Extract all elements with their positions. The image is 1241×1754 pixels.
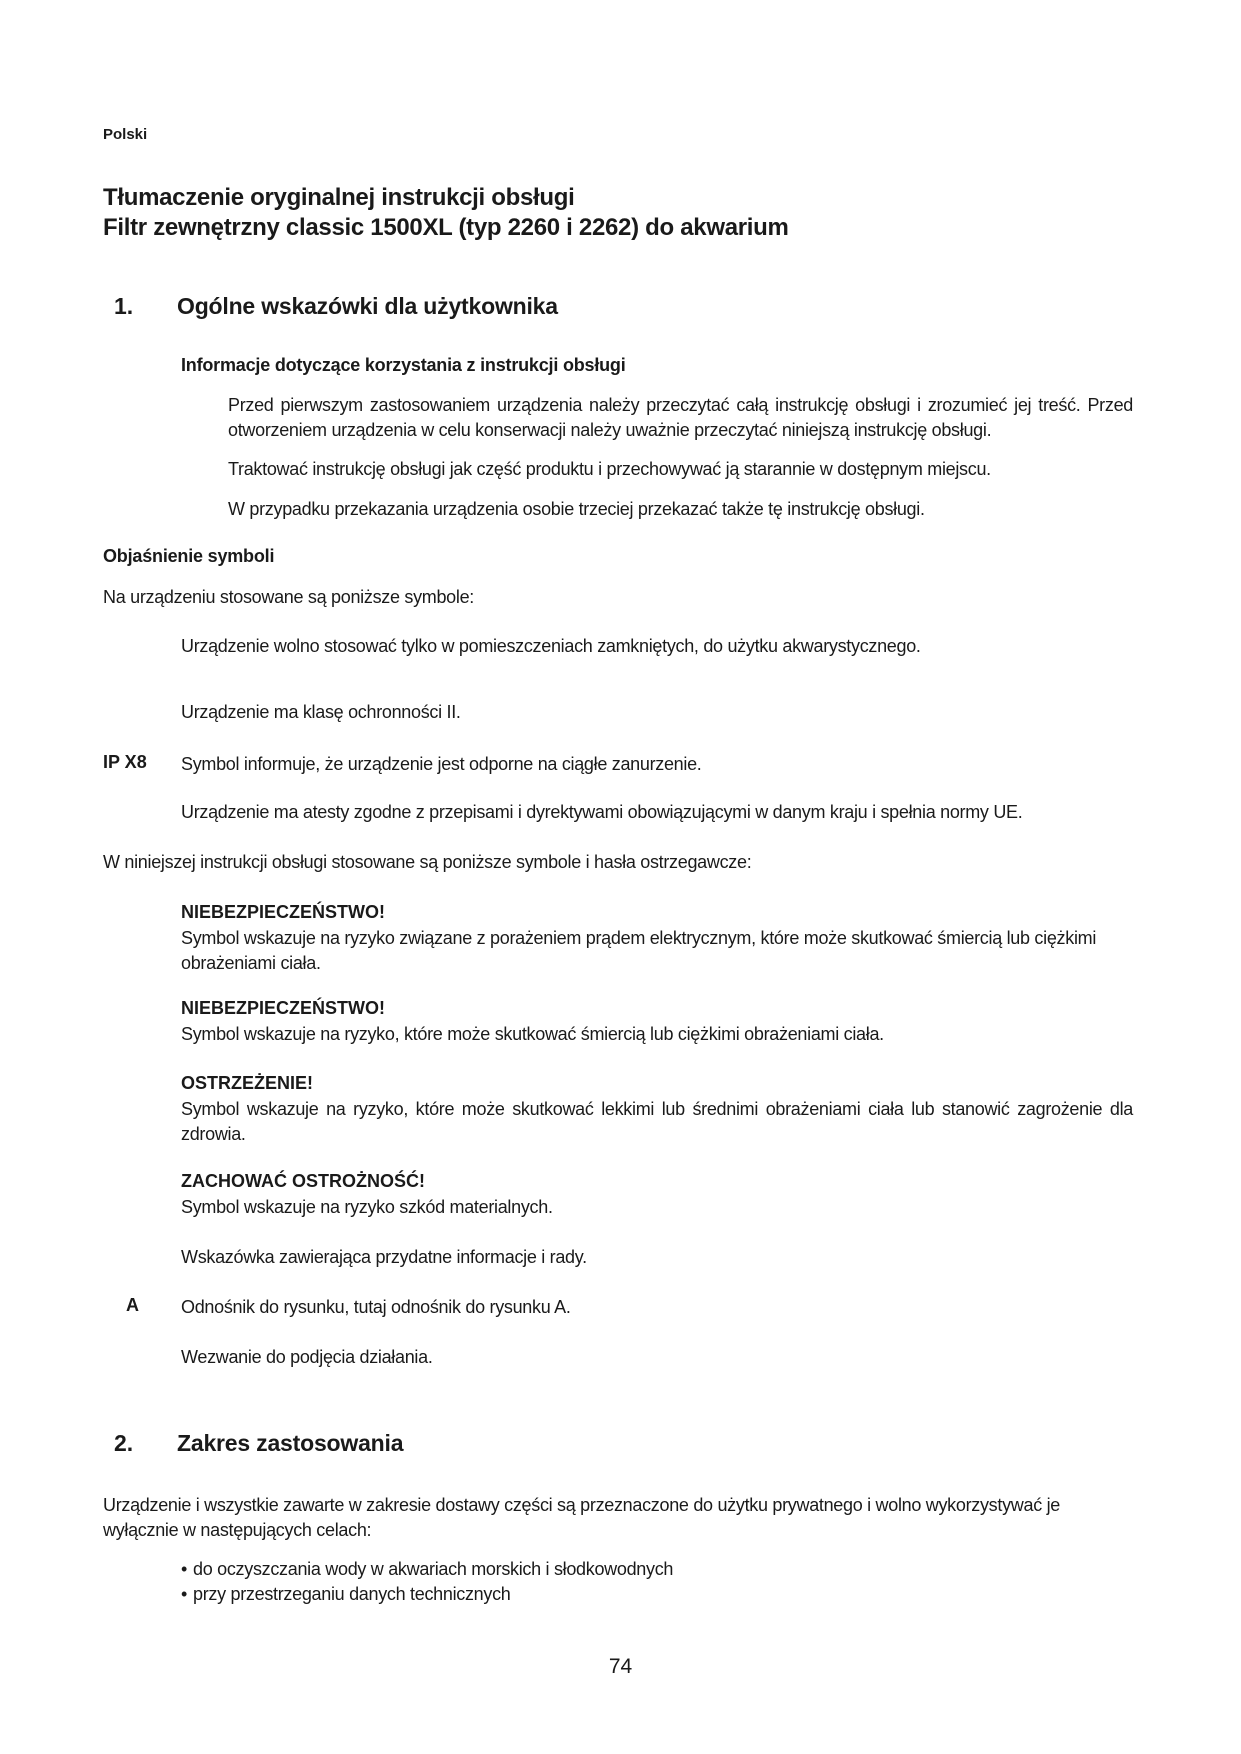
symbols-intro: Na urządzeniu stosowane są poniższe symbole: — [103, 587, 475, 607]
title-line-2: Filtr zewnętrzny classic 1500XL (typ 2260 i 2262) do akwarium — [103, 214, 789, 241]
list-item: • do oczyszczania wody w akwariach morskich i słodkowodnych — [181, 1557, 1131, 1582]
scope-paragraph: Urządzenie i wszystkie zawarte w zakresie dostawy części są przeznaczone do użytku prywatnego i wolno wykorzystywać je wyłącznie w następujących celach: — [103, 1495, 1061, 1540]
symbols-heading: Objaśnienie symboli — [103, 546, 275, 566]
danger-electric-text: Symbol wskazuje na ryzyko związane z porażeniem prądem elektrycznym, które może skutkować śmiercią lub ciężkimi obrażeniami ciała. — [181, 928, 1097, 973]
title-line-1: Tłumaczenie oryginalnej instrukcji obsługi — [103, 184, 575, 211]
section-1-number: 1. — [114, 293, 134, 319]
scope-list — [181, 1557, 1131, 1607]
symbol-class2-text: Urządzenie ma klasę ochronności II. — [181, 702, 461, 722]
caution-label: ZACHOWAĆ OSTROŻNOŚĆ! — [181, 1171, 425, 1191]
danger-electric-label: NIEBEZPIECZEŃSTWO! — [181, 902, 386, 922]
symbol-ipx8-text: Symbol informuje, że urządzenie jest odporne na ciągłe zanurzenie. — [181, 754, 702, 774]
section-2-number: 2. — [114, 1430, 134, 1456]
usage-paragraph-3: W przypadku przekazania urządzenia osobie trzeciej przekazać także tę instrukcję obsługi. — [228, 499, 925, 519]
tip-text: Wskazówka zawierająca przydatne informacje i rady. — [181, 1247, 587, 1267]
page-number: 74 — [608, 1655, 633, 1678]
ipx8-label: IP X8 — [103, 752, 147, 772]
symbol-indoor-text: Urządzenie wolno stosować tylko w pomieszczeniach zamkniętych, do użytku akwarystycznego. — [181, 636, 921, 656]
symbol-ce-text: Urządzenie ma atesty zgodne z przepisami i dyrektywami obowiązującymi w danym kraju i spełnia normy UE. — [181, 802, 1023, 822]
warning-label: OSTRZEŻENIE! — [181, 1073, 314, 1093]
section-2-title: Zakres zastosowania — [177, 1430, 404, 1456]
list-item: • przy przestrzeganiu danych technicznych — [181, 1582, 1131, 1607]
caution-text: Symbol wskazuje na ryzyko szkód materialnych. — [181, 1197, 553, 1217]
danger-label: NIEBEZPIECZEŃSTWO! — [181, 998, 386, 1018]
usage-info-heading: Informacje dotyczące korzystania z instrukcji obsługi — [181, 355, 626, 375]
usage-paragraph-1: Przed pierwszym zastosowaniem urządzenia należy przeczytać całą instrukcję obsługi i zrozumieć jej treść. Przed otworzeniem urządzenia w celu konserwacji należy uważnie przeczytać niniejszą instrukcję obsługi. — [228, 395, 1133, 440]
document-title — [103, 183, 789, 243]
language-label: Polski — [103, 126, 148, 143]
manual-symbols-intro: W niniejszej instrukcji obsługi stosowane są poniższe symbole i hasła ostrzegawcze: — [103, 852, 752, 872]
figure-ref-label: A — [126, 1295, 139, 1315]
danger-text: Symbol wskazuje na ryzyko, które może skutkować śmiercią lub ciężkimi obrażeniami ciała. — [181, 1024, 884, 1044]
action-text: Wezwanie do podjęcia działania. — [181, 1347, 433, 1367]
figure-ref-text: Odnośnik do rysunku, tutaj odnośnik do rysunku A. — [181, 1297, 571, 1317]
section-1-title: Ogólne wskazówki dla użytkownika — [177, 293, 558, 319]
usage-paragraph-2: Traktować instrukcję obsługi jak część produktu i przechowywać ją starannie w dostępnym miejscu. — [228, 459, 991, 479]
warning-text: Symbol wskazuje na ryzyko, które może skutkować lekkimi lub średnimi obrażeniami ciała lub stanowić zagrożenie dla zdrowia. — [181, 1099, 1133, 1144]
